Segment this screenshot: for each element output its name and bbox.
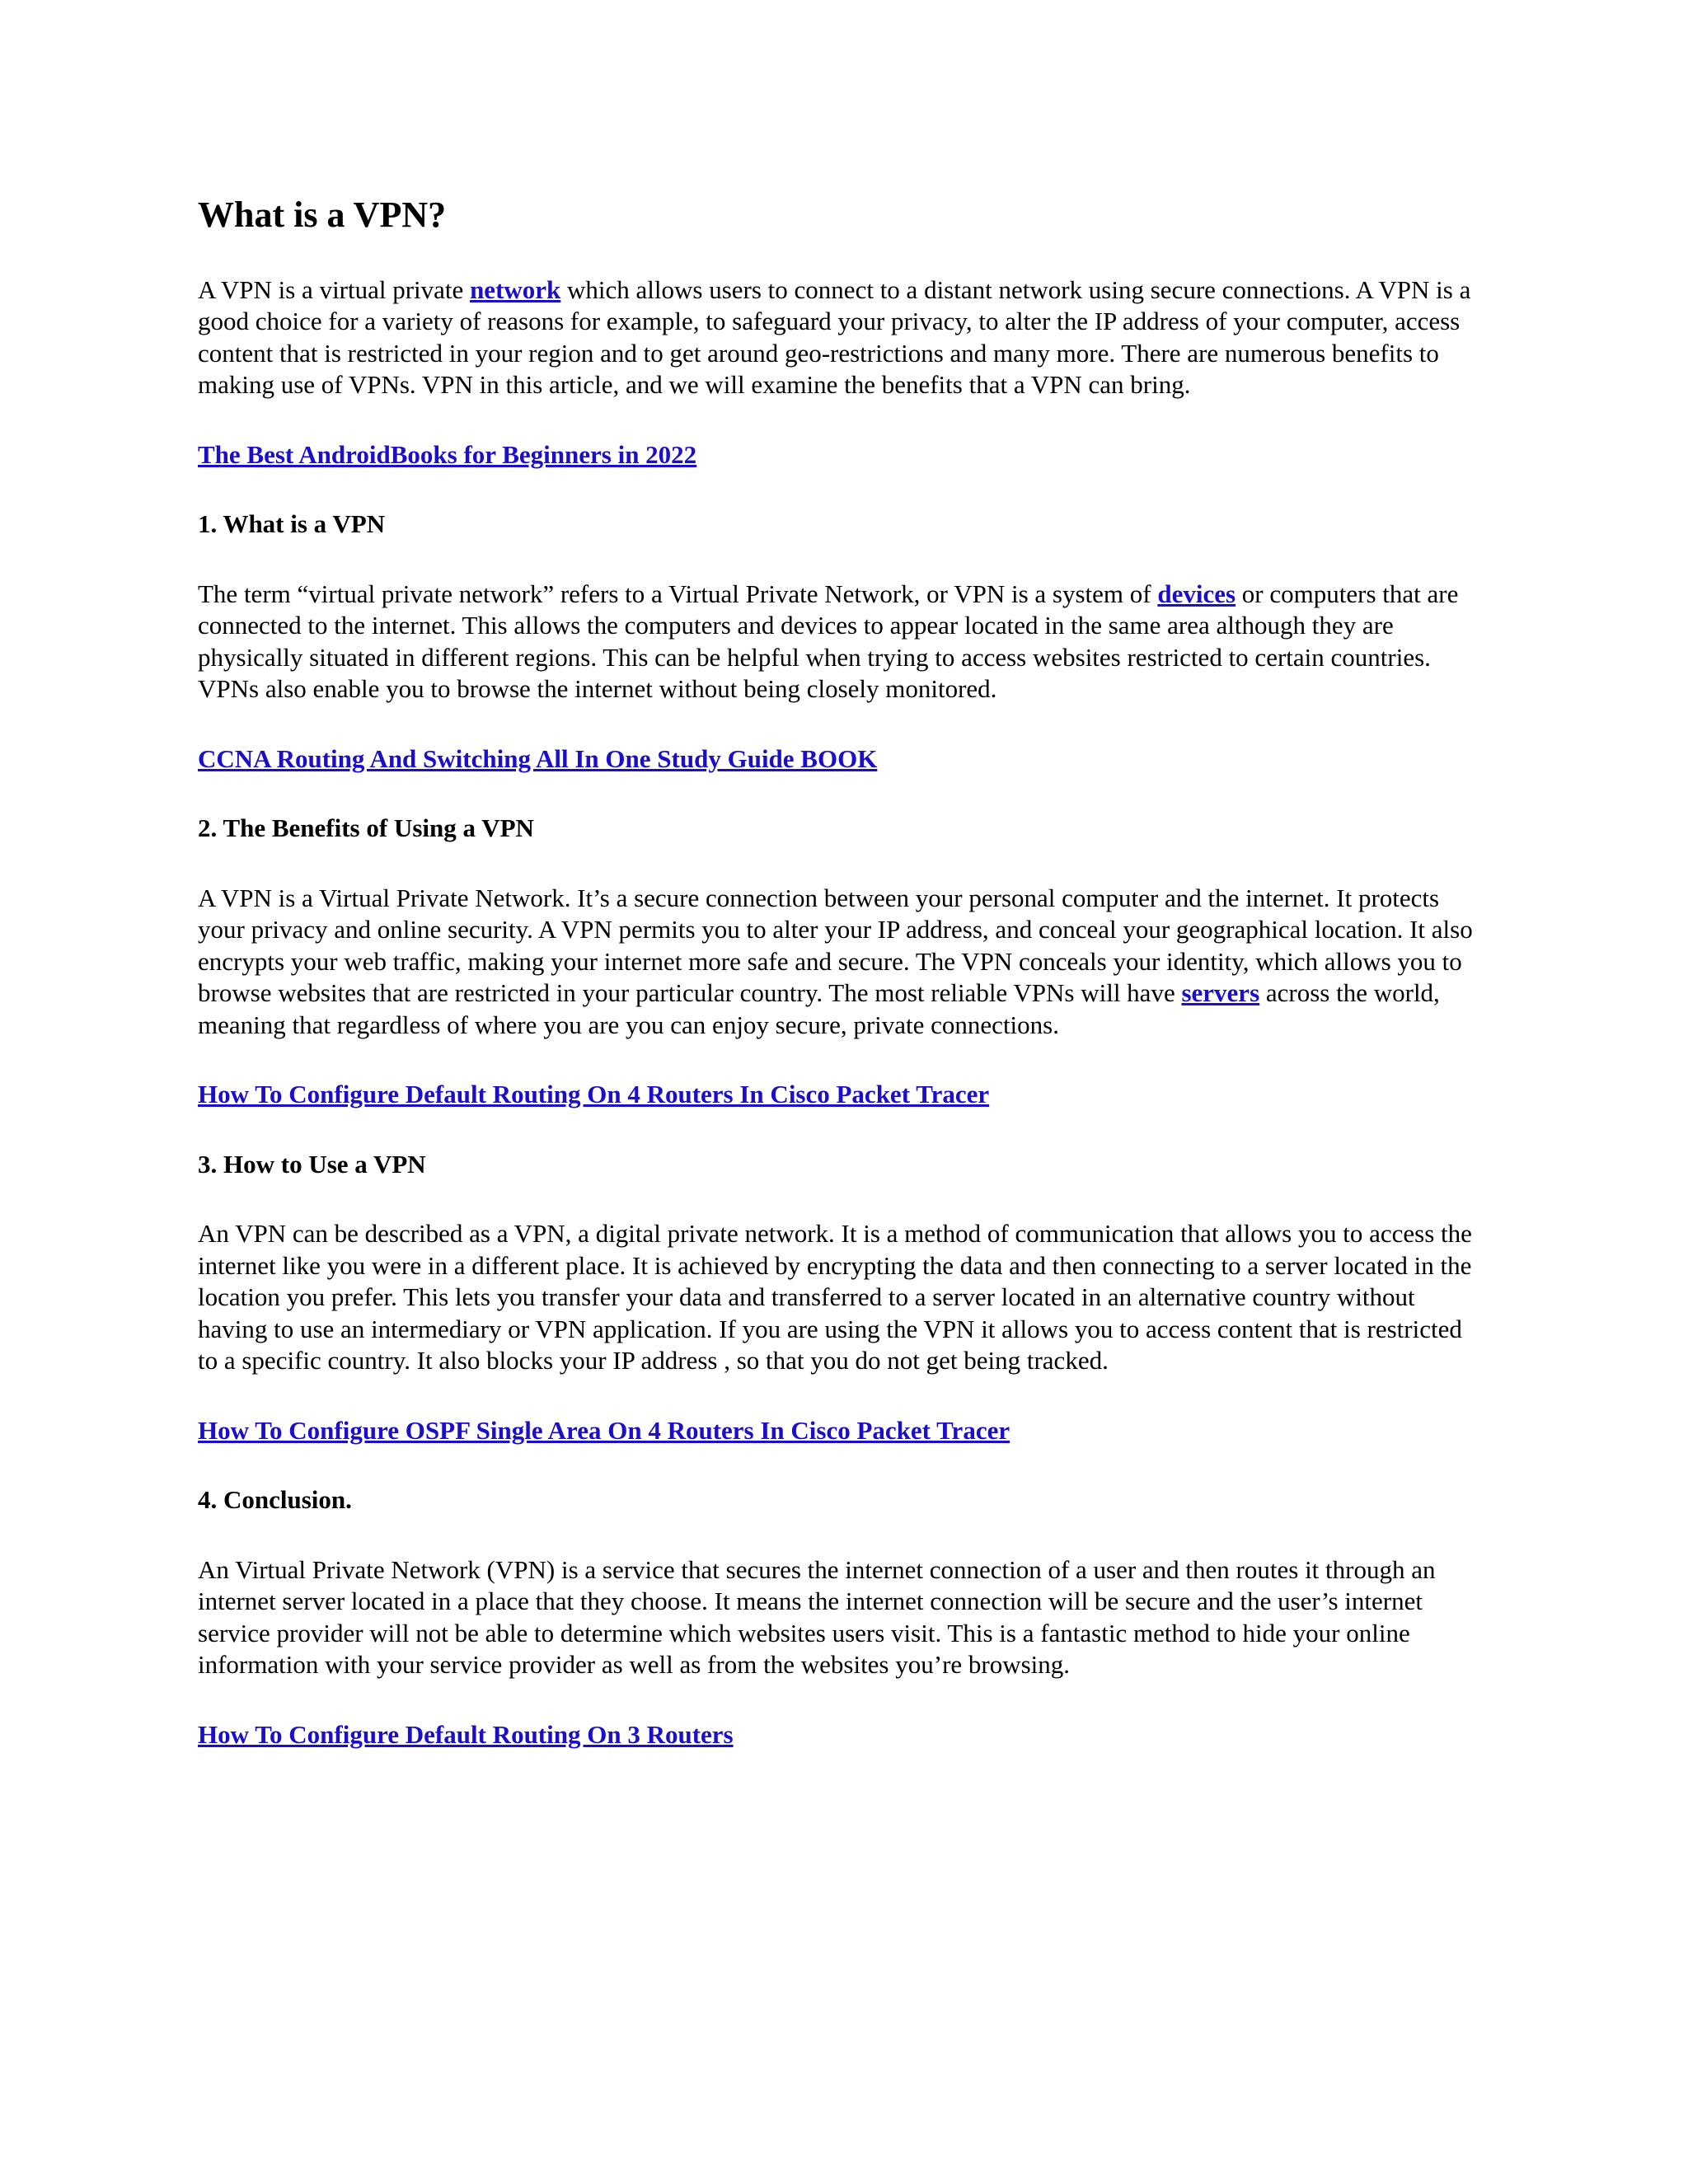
intro-paragraph (198, 274, 1484, 401)
related-link-ccna-book[interactable]: CCNA Routing And Switching All In One Study Guide BOOK (198, 743, 878, 773)
page-title: What is a VPN? (198, 194, 447, 235)
section-2-text-before: A VPN is a Virtual Private Network. It’s a secure connection between your personal computer and the internet. It protects your privacy and online security. A VPN permits you to alter your IP address, and conceal your geographical location. It also encrypts your web traffic, making your internet more safe and secure. The VPN conceals your identity, which allows you to browse websites that are restricted in your particular country. The most reliable VPNs will have (198, 883, 1473, 1008)
section-1-text-before: The term “virtual private network” refers to a Virtual Private Network, or VPN is a system of (198, 579, 1158, 608)
document-page (198, 194, 1484, 1788)
section-1-text-after: or computers that are connected to the internet. This allows the computers and devices to appear located in the same area although they are physically situated in different regions. This can be helpful when trying to access websites restricted to certain countries. VPNs also enable you to browse the internet without being closely monitored. (198, 579, 1459, 704)
related-link-default-routing-3-routers[interactable]: How To Configure Default Routing On 3 Routers (198, 1719, 734, 1749)
section-2-text-after: across the world, meaning that regardless of where you are you can enjoy secure, private connections. (198, 978, 1440, 1039)
network-link[interactable]: network (470, 274, 561, 304)
section-1-paragraph (198, 579, 1484, 705)
intro-text-after: which allows users to connect to a distant network using secure connections. A VPN is a good choice for a variety of reasons for example, to safeguard your privacy, to alter the IP address of your computer, access content that is restricted in your region and to get around geo-restrictions and many more. There are numerous benefits to making use of VPNs. VPN in this article, and we will examine the benefits that a VPN can bring. (198, 274, 1471, 400)
section-heading-how-to-use: 3. How to Use a VPN (198, 1149, 426, 1179)
related-link-android-books[interactable]: The Best AndroidBooks for Beginners in 2022 (198, 439, 697, 469)
intro-text-before: A VPN is a virtual private (198, 274, 471, 304)
section-heading-conclusion: 4. Conclusion. (198, 1485, 352, 1515)
section-heading-benefits: 2. The Benefits of Using a VPN (198, 813, 534, 843)
section-4-paragraph: An Virtual Private Network (VPN) is a service that secures the internet connection of a user and then routes it through an internet server located in a place that they choose. It means the internet connection will be secure and the user’s internet service provider will not be able to determine which websites users visit. This is a fantastic method to hide your online information with your service provider as well as from the websites you’re browsing. (198, 1554, 1436, 1680)
servers-link[interactable]: servers (1181, 978, 1260, 1008)
section-heading-what-is-vpn: 1. What is a VPN (198, 509, 386, 539)
related-link-default-routing-4-routers[interactable]: How To Configure Default Routing On 4 Routers In Cisco Packet Tracer (198, 1080, 990, 1109)
devices-link[interactable]: devices (1157, 579, 1236, 608)
related-link-ospf-single-area[interactable]: How To Configure OSPF Single Area On 4 Routers In Cisco Packet Tracer (198, 1415, 1010, 1445)
section-2-paragraph (198, 883, 1484, 1042)
section-3-paragraph: An VPN can be described as a VPN, a digital private network. It is a method of communication that allows you to access the internet like you were in a different place. It is achieved by encrypting the data and then connecting to a server located in the location you prefer. This lets you transfer your data and transferred to a server located in an alternative country without having to use an intermediary or VPN application. If you are using the VPN it allows you to access content that is restricted to a specific country. It also blocks your IP address , so that you do not get being tracked. (198, 1219, 1472, 1376)
